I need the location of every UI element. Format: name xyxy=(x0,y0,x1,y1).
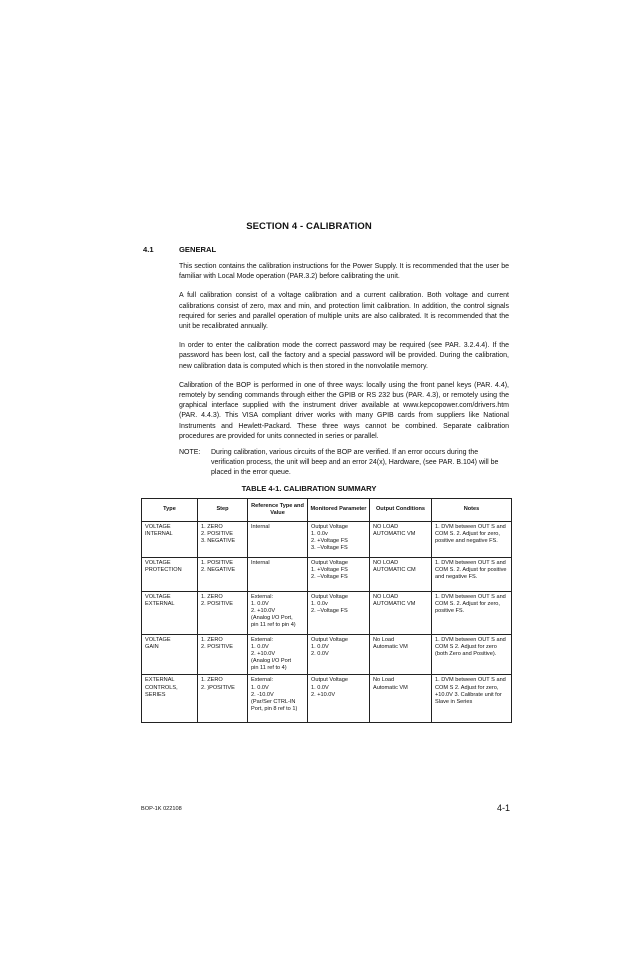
cell-line: Port, pin 8 ref to 1) xyxy=(251,705,298,712)
body-paragraphs xyxy=(179,262,509,451)
table-cell-type xyxy=(142,635,198,675)
table-cell-ref xyxy=(248,635,308,675)
cell-line: VOLTAGE xyxy=(145,524,171,530)
cell-line: 1. 0.0v xyxy=(311,601,328,608)
cell-line: GAIN xyxy=(145,644,159,651)
table-cell-step xyxy=(198,558,248,592)
cell-line: NO LOAD xyxy=(373,560,399,566)
cell-line: No Load xyxy=(373,637,395,643)
cell-line: Automatic VM xyxy=(373,644,408,651)
cell-line: 1. +Voltage FS xyxy=(311,567,348,574)
cell-line: AUTOMATIC VM xyxy=(373,601,416,608)
cell-line: Output Voltage xyxy=(311,594,349,600)
column-header: Type xyxy=(142,499,198,522)
column-header: Reference Type and Value xyxy=(248,499,308,522)
cell-line: External: xyxy=(251,594,274,600)
table-cell-notes xyxy=(432,558,512,592)
paragraph: In order to enter the calibration mode the correct password may be required (see PAR. 3.2.4.4). If the password has been lost, call the factory and a special password will be provided. During the calibration, new calibration data is computed which is then stored in the nonvolatile memory. xyxy=(179,342,509,370)
heading-title: GENERAL xyxy=(179,245,217,254)
cell-line: 2. –Voltage FS xyxy=(311,608,348,615)
cell-line: Automatic VM xyxy=(373,684,408,691)
cell-line: 1. ZERO xyxy=(201,677,223,684)
table-cell-monitored xyxy=(308,558,370,592)
cell-text: 1. DVM between OUT S and COM S. 2. Adjust for zero, positive FS. xyxy=(435,594,506,615)
table-row xyxy=(142,675,512,723)
table-cell-notes xyxy=(432,675,512,723)
table-cell-type xyxy=(142,592,198,635)
note-label: NOTE: xyxy=(179,449,201,456)
cell-line: AUTOMATIC VM xyxy=(373,531,416,538)
table-cell-step xyxy=(198,635,248,675)
cell-line: 2. POSITIVE xyxy=(201,531,234,538)
table-header-row xyxy=(142,499,512,522)
cell-line: 2. +10.0V xyxy=(251,608,276,615)
cell-line: SERIES xyxy=(145,691,166,698)
table-cell-monitored xyxy=(308,675,370,723)
table-cell-notes xyxy=(432,635,512,675)
cell-line: Internal xyxy=(251,560,270,566)
cell-line: Output Voltage xyxy=(311,560,349,566)
cell-line: VOLTAGE xyxy=(145,637,171,643)
table-row xyxy=(142,592,512,635)
page-number: 4-1 xyxy=(496,803,510,813)
table-cell-ref xyxy=(248,592,308,635)
cell-text: 1. DVM between OUT S and COM S 2. Adjust for zero, +10.0V 3. Calibrate unit for Slave in Series xyxy=(435,677,506,705)
cell-line: 3. –Voltage FS xyxy=(311,545,348,552)
cell-line: Internal xyxy=(251,524,270,530)
table-cell-output xyxy=(370,675,432,723)
cell-line: Output Voltage xyxy=(311,637,349,643)
cell-line: VOLTAGE xyxy=(145,560,171,566)
cell-line: 2. –Voltage FS xyxy=(311,574,348,581)
column-header: Output Conditions xyxy=(370,499,432,522)
table-cell-ref xyxy=(248,522,308,558)
cell-line: 1. 0.0V xyxy=(251,601,269,608)
paragraph: Calibration of the BOP is performed in one of three ways: locally using the front panel keys (PAR. 4.4), remotely by sending commands through either the GPIB or RS 232 bus (PAR. 4.3), or remotely using the graphical interface supplied with the instrument driver available at www.kepcopower.com/drivers.htm (PAR. 4.4.3). This VISA compliant driver works with many GPIB cards from suppliers like National Instruments and Hewlett-Packard. These three ways cannot be combined. Separate calibration procedures are provided for units connected in series or parallel. xyxy=(179,381,509,440)
cell-line: No Load xyxy=(373,677,395,684)
paragraph: This section contains the calibration instructions for the Power Supply. It is recommended that the user be familiar with Local Mode operation (PAR.3.2) before calibrating the unit. xyxy=(179,263,509,281)
cell-line: 2. POSITIVE xyxy=(201,644,234,651)
paragraph: A full calibration consist of a voltage calibration and a current calibration. Both voltage and current calibrations consist of zero, max and min, and protection limit calibration. In addition, the control signals required for series and parallel operation of multiple units are also calibrated. It is recommended that the unit be recalibrated annually. xyxy=(179,292,509,331)
cell-line: 2. +10.0V xyxy=(311,691,336,698)
table-row xyxy=(142,635,512,675)
table-row xyxy=(142,558,512,592)
cell-line: Output Voltage xyxy=(311,677,349,684)
cell-line: CONTROLS, xyxy=(145,684,178,691)
cell-line: 1. 0.0V xyxy=(311,644,329,651)
cell-line: PROTECTION xyxy=(145,567,182,574)
cell-line: 2. -10.0V xyxy=(251,691,274,698)
table-cell-step xyxy=(198,592,248,635)
cell-line: EXTERNAL xyxy=(145,601,175,608)
table-cell-ref xyxy=(248,675,308,723)
cell-line: 2. )POSITIVE xyxy=(201,684,235,691)
calibration-summary-table xyxy=(141,498,512,723)
column-header: Notes xyxy=(432,499,512,522)
cell-line: NO LOAD xyxy=(373,524,399,530)
cell-line: External: xyxy=(251,677,274,684)
footer-doc-id: BOP-1K 022108 xyxy=(141,806,182,812)
cell-line: Output Voltage xyxy=(311,524,349,530)
table-cell-output xyxy=(370,635,432,675)
table-cell-notes xyxy=(432,522,512,558)
cell-text: 1. DVM between OUT S and COM S 2. Adjust for zero (both Zero and Positive). xyxy=(435,637,506,658)
cell-line: (Analog I/O Port, xyxy=(251,615,293,622)
cell-line: 1. ZERO xyxy=(201,594,223,600)
cell-line: EXTERNAL xyxy=(145,677,175,684)
cell-line: 2. POSITIVE xyxy=(201,601,234,608)
cell-line: 1. 0.0V xyxy=(311,684,329,691)
cell-line: (Analog I/O Port xyxy=(251,658,292,665)
cell-line: 3. NEGATIVE xyxy=(201,538,236,545)
table-cell-type xyxy=(142,675,198,723)
table-cell-output xyxy=(370,522,432,558)
cell-line: AUTOMATIC CM xyxy=(373,567,416,574)
table-cell-type xyxy=(142,558,198,592)
cell-line: pin 11 ref to pin 4) xyxy=(251,622,296,629)
cell-text: 1. DVM between OUT S and COM S. 2. Adjust for zero, positive and negative FS. xyxy=(435,524,506,545)
cell-line: 1. POSITIVE xyxy=(201,560,234,566)
cell-line: INTERNAL xyxy=(145,531,173,538)
table-title: TABLE 4-1. CALIBRATION SUMMARY xyxy=(241,484,377,493)
table-cell-step xyxy=(198,675,248,723)
column-header: Monitored Parameter xyxy=(308,499,370,522)
table-cell-notes xyxy=(432,592,512,635)
cell-line: 1. ZERO xyxy=(201,524,223,530)
cell-line: 2. +10.0V xyxy=(251,651,276,658)
cell-line: (Par/Ser CTRL-IN xyxy=(251,698,296,705)
heading-number: 4.1 xyxy=(143,245,154,254)
table-cell-ref xyxy=(248,558,308,592)
cell-line: 1. ZERO xyxy=(201,637,223,643)
section-title: SECTION 4 - CALIBRATION xyxy=(246,221,372,232)
cell-line: 1. 0.0V xyxy=(251,644,269,651)
cell-line: NO LOAD xyxy=(373,594,399,600)
note-text: During calibration, various circuits of the BOP are verified. If an error occurs during the verification process, the unit will beep and an error 24(x), Hardware, (see PAR. B.104) will be placed in the error queue. xyxy=(211,449,499,477)
table-cell-step xyxy=(198,522,248,558)
table-row xyxy=(142,522,512,558)
cell-text: 1. DVM between OUT S and COM S. 2. Adjust for positive and negative FS. xyxy=(435,560,507,581)
cell-line: 2. 0.0V xyxy=(311,651,329,658)
cell-line: 2. NEGATIVE xyxy=(201,567,236,574)
cell-line: VOLTAGE xyxy=(145,594,171,600)
cell-line: 1. 0.0V xyxy=(251,684,269,691)
table-cell-monitored xyxy=(308,522,370,558)
table-cell-monitored xyxy=(308,635,370,675)
cell-line: 2. +Voltage FS xyxy=(311,538,348,545)
cell-line: External: xyxy=(251,637,274,643)
table-cell-type xyxy=(142,522,198,558)
column-header: Step xyxy=(198,499,248,522)
table-cell-output xyxy=(370,558,432,592)
cell-line: 1. 0.0v xyxy=(311,531,328,538)
cell-line: pin 11 ref to 4) xyxy=(251,665,287,672)
table-cell-output xyxy=(370,592,432,635)
table-cell-monitored xyxy=(308,592,370,635)
